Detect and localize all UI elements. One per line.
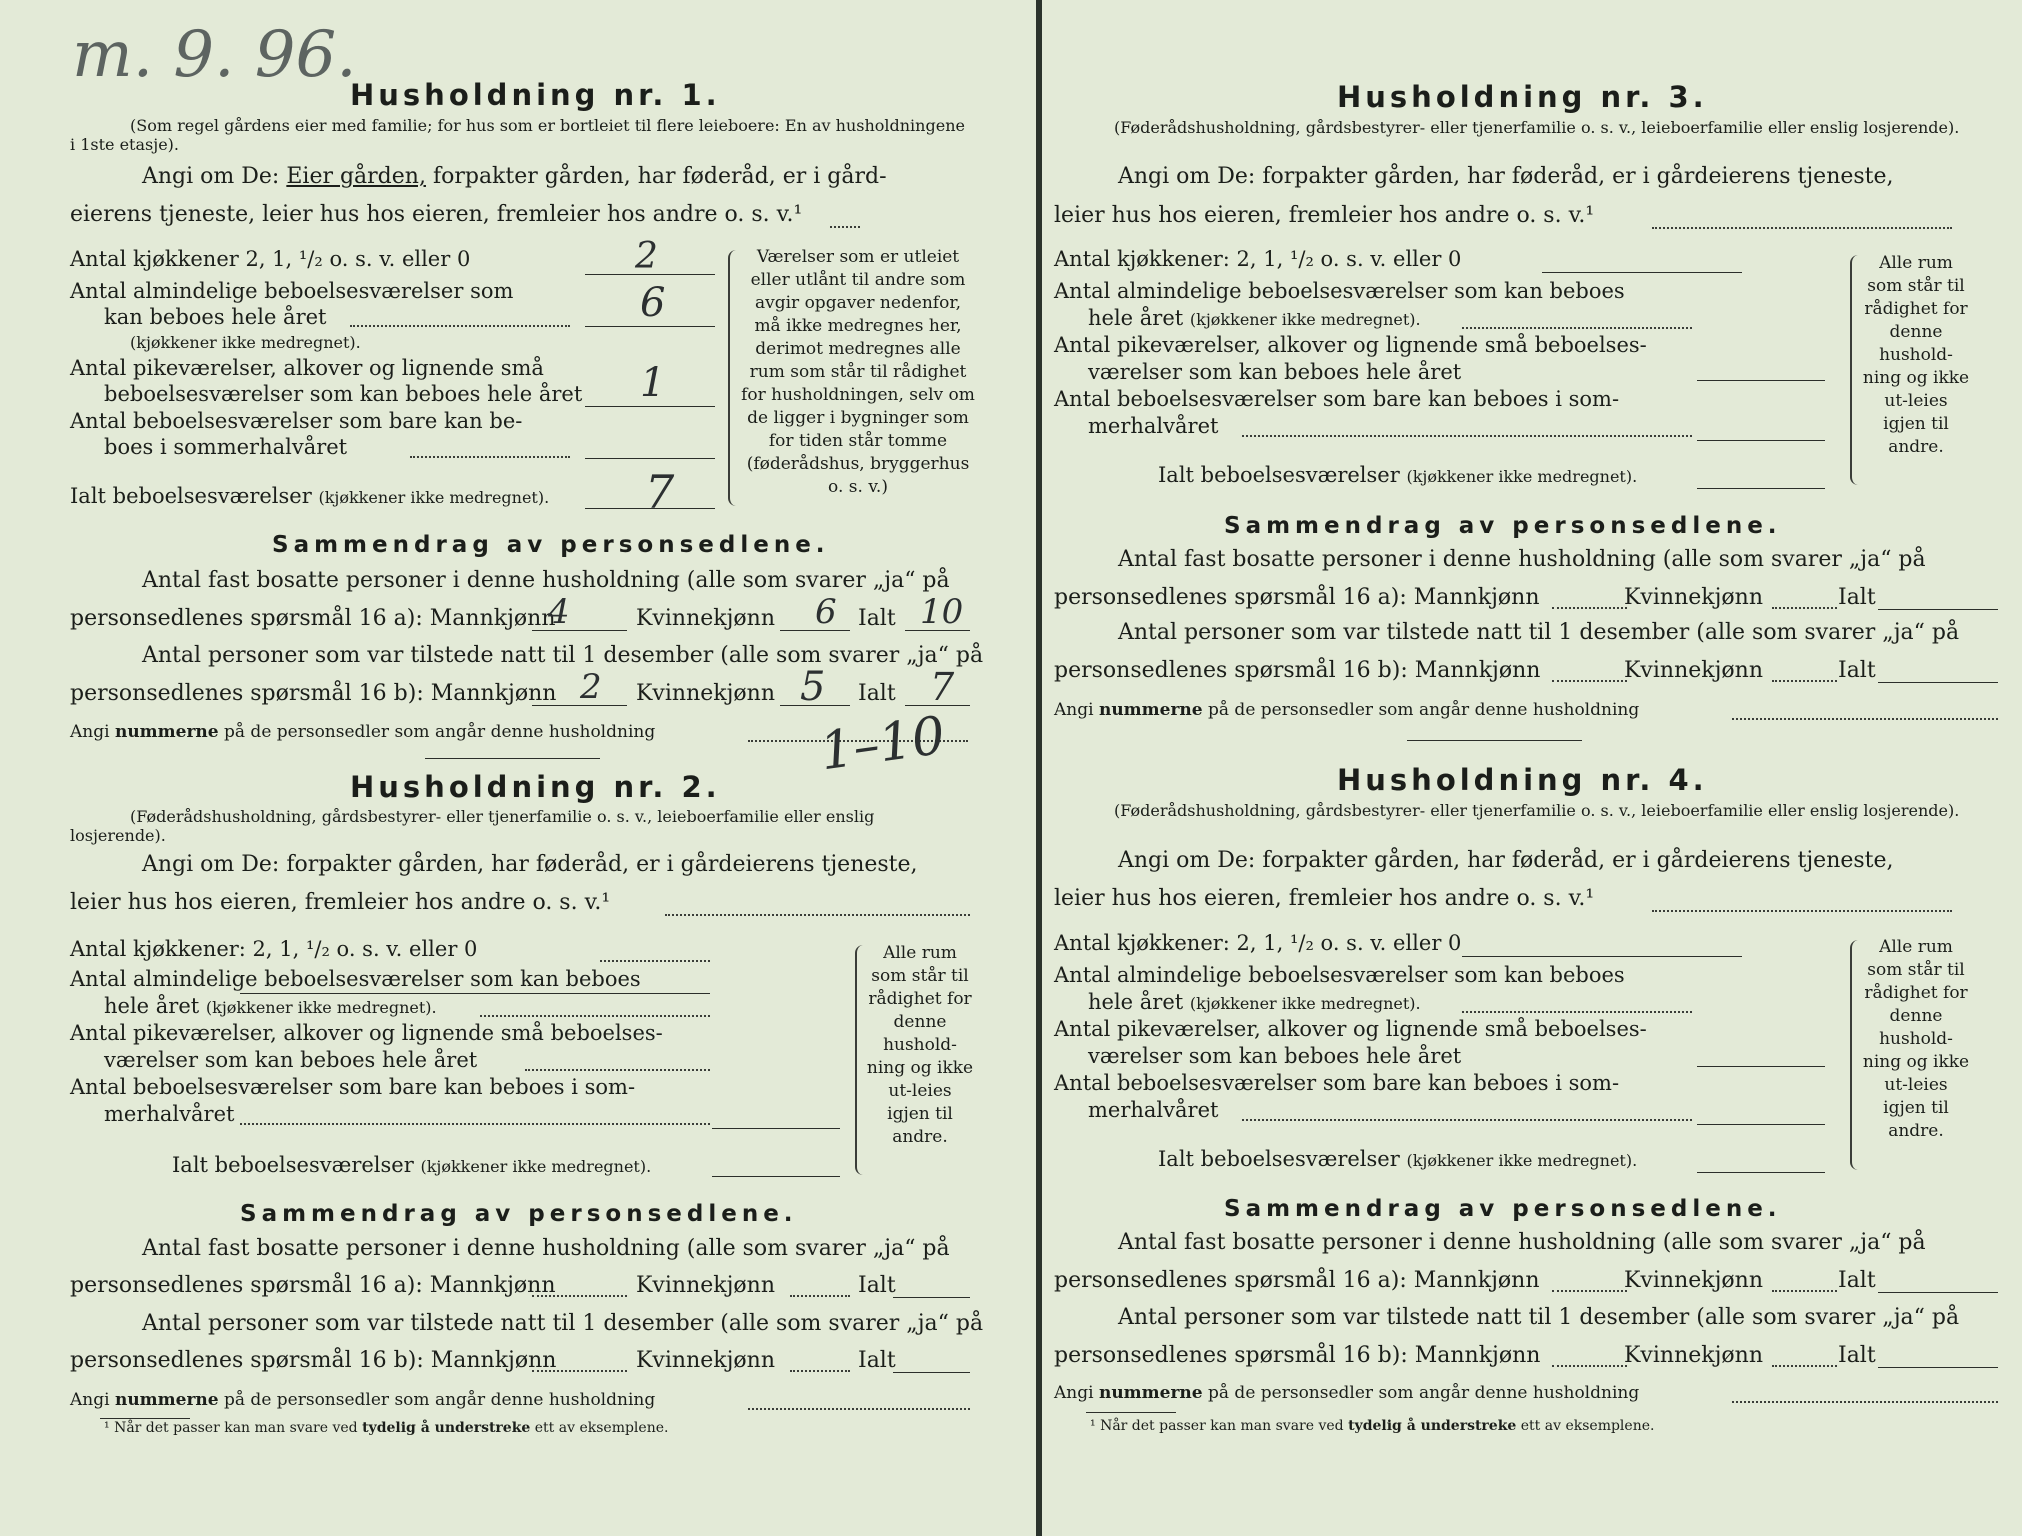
- hh3-kitchens-line: [1542, 272, 1742, 273]
- hh1-fast-ialt-label: Ialt: [858, 606, 896, 631]
- hh1-angi-eier: Eier gården,: [286, 164, 426, 189]
- hh1-present-ialt: 7: [930, 665, 955, 709]
- hh2-present-mann-line: [532, 1370, 627, 1372]
- hh2-summer-label-1: Antal beboelsesværelser som bare kan beboes i som-: [70, 1075, 636, 1099]
- hh3-summer-line: [1697, 440, 1825, 441]
- hh3-fast-ialt-line: [1878, 609, 1998, 610]
- hh3-ordinary-dots: [1462, 327, 1692, 329]
- hh2-summer-line: [712, 1128, 840, 1129]
- hh4-numbers-line: [1732, 1401, 1998, 1403]
- hh4-present-kvinne-label: Kvinnekjønn: [1624, 1343, 1763, 1368]
- hh2-numbers-c: på de personsedler som angår denne husholdning: [224, 1390, 656, 1410]
- hh3-angi-line2: leier hus hos eieren, fremleier hos andre o. s. v.¹: [1054, 203, 1595, 228]
- hh2-title: Husholdning nr. 2.: [350, 770, 721, 804]
- hh2-subtitle: (Føderådshusholdning, gårdsbestyrer- eller tjenerfamilie o. s. v., leieboerfamilie eller enslig losjerende).: [70, 807, 875, 845]
- hh4-numbers-c: på de personsedler som angår denne husholdning: [1208, 1383, 1640, 1403]
- hh4-present-ialt-label: Ialt: [1838, 1343, 1876, 1368]
- footnote-right-a: ¹ Når det passer kan man svare ved: [1090, 1418, 1344, 1434]
- hh3-kitchens-label: Antal kjøkkener: 2, 1, ¹/₂ o. s. v. eller 0: [1054, 247, 1462, 271]
- hh4-ordinary-label-2s: (kjøkkener ikke medregnet).: [1189, 994, 1421, 1013]
- hh4-ordinary-label-2: hele året: [1088, 990, 1184, 1014]
- hh1-fast-ialt-line: [905, 630, 970, 631]
- hh3-total-line: [1697, 488, 1825, 489]
- hh4-fast-line2: personsedlenes spørsmål 16 a): Mannkjønn: [1054, 1268, 1540, 1293]
- footnote-rule-right: [1086, 1412, 1176, 1413]
- hh3-summer-label-1: Antal beboelsesværelser som bare kan beboes i som-: [1054, 387, 1620, 411]
- hh3-angi-line1: Angi om De: forpakter gården, har føderåd, er i gårdeierens tjeneste,: [1118, 164, 1894, 189]
- hh4-maid-line: [1697, 1066, 1825, 1067]
- hh2-angi-line: [665, 914, 970, 916]
- hh4-summary-heading: Sammendrag av personsedlene.: [1224, 1196, 1782, 1222]
- hh4-ordinary-label-1: Antal almindelige beboelsesværelser som kan beboes: [1054, 963, 1625, 987]
- hh4-angi-line2: leier hus hos eieren, fremleier hos andre o. s. v.¹: [1054, 886, 1595, 911]
- hh2-fast-line1: Antal fast bosatte personer i denne husholdning (alle som svarer „ja“ på: [142, 1236, 950, 1261]
- hh2-maid-dots: [525, 1069, 710, 1071]
- archive-mark: m. 9. 96.: [72, 18, 357, 92]
- hh1-summer-label-1: Antal beboelsesværelser som bare kan be-: [70, 409, 523, 433]
- hh1-ordinary-dots: [350, 325, 570, 327]
- hh2-ordinary-dots: [480, 1015, 710, 1017]
- hh1-fast-mann: 4: [548, 592, 570, 632]
- footnote-right-b: tydelig å understreke: [1348, 1418, 1517, 1434]
- hh1-fast-line2: personsedlenes spørsmål 16 a): Mannkjønn: [70, 606, 556, 631]
- hh1-note: Værelser som er utleiet eller utlånt til andre som avgir opgaver nedenfor, må ikke medregnes her, derimot medregnes alle rum som står til rådighet for husholdningen, selv om de ligger i bygninger som for tiden står tomme (føderådshus, bryggerhus o. s. v.): [741, 247, 975, 497]
- hh3-present-mann-line: [1552, 680, 1627, 682]
- hh1-ordinary-label-2: kan beboes hele året: [104, 305, 327, 329]
- hh1-summary-heading: Sammendrag av personsedlene.: [272, 532, 830, 558]
- hh1-angi-line2: eierens tjeneste, leier hus hos eieren, fremleier hos andre o. s. v.¹: [70, 202, 803, 227]
- hh2-maid-label-2: værelser som kan beboes hele året: [104, 1048, 478, 1072]
- hh4-numbers-b: nummerne: [1098, 1383, 1203, 1403]
- hh1-fast-ialt: 10: [920, 592, 964, 632]
- hh3-ordinary-label-2s: (kjøkkener ikke medregnet).: [1189, 310, 1421, 329]
- hh3-note: Alle rum som står til rådighet for denne hushold-ning og ikke ut-leies igjen til andre.: [1862, 253, 1970, 457]
- hh2-kitchens-label: Antal kjøkkener: 2, 1, ¹/₂ o. s. v. eller 0: [70, 937, 478, 961]
- hh1-subtitle: (Som regel gårdens eier med familie; for hus som er bortleiet til flere leieboere: En av husholdningene i 1ste etasje).: [70, 116, 965, 154]
- hh4-title: Husholdning nr. 4.: [1337, 763, 1708, 797]
- hh3-numbers-a: Angi: [1054, 700, 1094, 720]
- hh4-summer-line: [1697, 1124, 1825, 1125]
- hh3-maid-label-2: værelser som kan beboes hele året: [1088, 360, 1462, 384]
- hh3-summer-dots: [1242, 435, 1692, 437]
- hh1-kitchens-line: [585, 274, 715, 275]
- hh2-present-kvinne-line: [790, 1370, 850, 1372]
- hh2-fast-ialt-line: [893, 1297, 970, 1298]
- hh1-ordinary-label-3: (kjøkkener ikke medregnet).: [130, 333, 361, 352]
- hh3-fast-kvinne-line: [1772, 607, 1837, 609]
- hh3-title: Husholdning nr. 3.: [1337, 80, 1708, 114]
- hh4-subtitle: (Føderådshusholdning, gårdsbestyrer- eller tjenerfamilie o. s. v., leieboerfamilie eller enslig losjerende).: [1114, 801, 1960, 820]
- hh2-ordinary-label-2s: (kjøkkener ikke medregnet).: [205, 998, 437, 1017]
- hh1-total-value: 7: [645, 465, 675, 519]
- hh3-present-kvinne-line: [1772, 680, 1837, 682]
- footnote-right-c: ett av eksemplene.: [1520, 1418, 1655, 1434]
- hh2-numbers-a: Angi: [70, 1390, 110, 1410]
- hh3-present-kvinne-label: Kvinnekjønn: [1624, 658, 1763, 683]
- hh1-present-line2: personsedlenes spørsmål 16 b): Mannkjønn: [70, 681, 557, 706]
- hh1-summer-line: [585, 458, 715, 459]
- hh4-present-ialt-line: [1878, 1367, 1998, 1368]
- hh3-angi-line: [1652, 227, 1952, 229]
- hh4-kitchens-label: Antal kjøkkener: 2, 1, ¹/₂ o. s. v. eller 0: [1054, 931, 1462, 955]
- hh1-present-kvinne: 5: [800, 664, 826, 710]
- hh3-present-line2: personsedlenes spørsmål 16 b): Mannkjønn: [1054, 658, 1541, 683]
- hh3-numbers-c: på de personsedler som angår denne husholdning: [1208, 700, 1640, 720]
- hh3-fast-line2: personsedlenes spørsmål 16 a): Mannkjønn: [1054, 585, 1540, 610]
- hh1-total-label: Ialt beboelsesværelser: [70, 484, 312, 508]
- right-page: [1042, 0, 2022, 1536]
- hh4-kitchens-line: [1462, 956, 1742, 957]
- hh4-present-mann-line: [1552, 1365, 1627, 1367]
- hh2-numbers-line: [748, 1408, 970, 1410]
- hh4-summer-label-2: merhalvåret: [1088, 1098, 1219, 1122]
- hh3-numbers-b: nummerne: [1098, 700, 1203, 720]
- hh3-subtitle: (Føderådshusholdning, gårdsbestyrer- eller tjenerfamilie o. s. v., leieboerfamilie eller enslig losjerende).: [1114, 118, 1960, 137]
- hh2-angi-line2: leier hus hos eieren, fremleier hos andre o. s. v.¹: [70, 890, 611, 915]
- hh3-fast-line1: Antal fast bosatte personer i denne husholdning (alle som svarer „ja“ på: [1118, 547, 1926, 572]
- hh2-total-line: [712, 1176, 840, 1177]
- hh1-angi-rest: forpakter gården, har føderåd, er i gård-: [432, 164, 887, 189]
- hh2-summary-heading: Sammendrag av personsedlene.: [240, 1201, 798, 1227]
- hh2-note: Alle rum som står til rådighet for denne hushold-ning og ikke ut-leies igjen til andre.: [866, 943, 974, 1147]
- hh4-angi-line1: Angi om De: forpakter gården, har føderåd, er i gårdeierens tjeneste,: [1118, 848, 1894, 873]
- hh1-fast-kvinne: 6: [815, 592, 837, 632]
- hh1-numbers-c: på de personsedler som angår denne husholdning: [224, 722, 656, 742]
- hh1-maid-label-1: Antal pikeværelser, alkover og lignende små: [70, 356, 544, 380]
- hh1-present-line1: Antal personer som var tilstede natt til 1 desember (alle som svarer „ja“ på: [142, 643, 984, 668]
- hh4-total-line: [1697, 1172, 1825, 1173]
- hh4-fast-kvinne-label: Kvinnekjønn: [1624, 1268, 1763, 1293]
- hh1-maid-line: [585, 406, 715, 407]
- hh4-numbers-a: Angi: [1054, 1383, 1094, 1403]
- hh3-fast-kvinne-label: Kvinnekjønn: [1624, 585, 1763, 610]
- hh1-fast-line1: Antal fast bosatte personer i denne husholdning (alle som svarer „ja“ på: [142, 568, 950, 593]
- hh1-fast-kvinne-label: Kvinnekjønn: [636, 606, 775, 631]
- footnote-left-a: ¹ Når det passer kan man svare ved: [104, 1420, 358, 1436]
- hh4-maid-label-1: Antal pikeværelser, alkover og lignende små beboelses-: [1054, 1017, 1647, 1041]
- hh2-total-label: Ialt beboelsesværelser: [172, 1153, 414, 1177]
- hh4-note: Alle rum som står til rådighet for denne hushold-ning og ikke ut-leies igjen til andre.: [1862, 937, 1970, 1141]
- hh1-maid-value: 1: [640, 360, 666, 406]
- hh1-present-ialt-label: Ialt: [858, 681, 896, 706]
- hh2-present-line2: personsedlenes spørsmål 16 b): Mannkjønn: [70, 1348, 557, 1373]
- hh1-present-mann-line: [532, 705, 627, 706]
- hh4-fast-ialt-line: [1878, 1292, 1998, 1293]
- hh2-total-small: (kjøkkener ikke medregnet).: [420, 1157, 652, 1176]
- hh2-present-line1: Antal personer som var tilstede natt til 1 desember (alle som svarer „ja“ på: [142, 1311, 984, 1336]
- hh1-fast-kvinne-line: [780, 630, 850, 631]
- hh3-summary-heading: Sammendrag av personsedlene.: [1224, 513, 1782, 539]
- hh2-ordinary-label-1: Antal almindelige beboelsesværelser som kan beboes: [70, 967, 641, 991]
- hh2-summer-label-2: merhalvåret: [104, 1102, 235, 1126]
- hh2-present-ialt-label: Ialt: [858, 1348, 896, 1373]
- hh4-fast-ialt-label: Ialt: [1838, 1268, 1876, 1293]
- hh3-present-line1: Antal personer som var tilstede natt til 1 desember (alle som svarer „ja“ på: [1118, 620, 1960, 645]
- hh4-maid-label-2: værelser som kan beboes hele året: [1088, 1044, 1462, 1068]
- hh2-fast-kvinne-line: [790, 1295, 850, 1297]
- hh1-title: Husholdning nr. 1.: [350, 78, 721, 112]
- hh1-numbers-a: Angi: [70, 722, 110, 742]
- hh1-kitchens-label: Antal kjøkkener 2, 1, ¹/₂ o. s. v. eller 0: [70, 247, 471, 271]
- hh4-total-small: (kjøkkener ikke medregnet).: [1406, 1151, 1638, 1170]
- hh2-fast-mann-line: [532, 1295, 627, 1297]
- hh2-ordinary-label-2: hele året: [104, 994, 200, 1018]
- hh1-angi-line: [830, 226, 860, 228]
- hh3-separator: [1407, 740, 1582, 741]
- hh4-summer-dots: [1242, 1119, 1692, 1121]
- hh1-summer-label-2: boes i sommerhalvåret: [104, 435, 348, 459]
- hh2-fast-line2: personsedlenes spørsmål 16 a): Mannkjønn: [70, 1273, 556, 1298]
- hh4-ordinary-dots: [1462, 1011, 1692, 1013]
- hh1-ordinary-label-1: Antal almindelige beboelsesværelser som: [70, 279, 514, 303]
- hh4-total-label: Ialt beboelsesværelser: [1158, 1147, 1400, 1171]
- footnote-rule-left: [100, 1418, 190, 1419]
- hh1-present-kvinne-label: Kvinnekjønn: [636, 681, 775, 706]
- hh4-present-line2: personsedlenes spørsmål 16 b): Mannkjønn: [1054, 1343, 1541, 1368]
- hh2-maid-label-1: Antal pikeværelser, alkover og lignende små beboelses-: [70, 1021, 663, 1045]
- footnote-left-b: tydelig å understreke: [362, 1420, 531, 1436]
- hh1-maid-label-2: beboelsesværelser som kan beboes hele året: [104, 382, 583, 406]
- hh3-ordinary-label-2: hele året: [1088, 306, 1184, 330]
- hh4-present-kvinne-line: [1772, 1365, 1837, 1367]
- hh2-angi-line1: Angi om De: forpakter gården, har føderåd, er i gårdeierens tjeneste,: [142, 852, 918, 877]
- hh3-total-small: (kjøkkener ikke medregnet).: [1406, 467, 1638, 486]
- hh2-kitchens-dots: [600, 960, 710, 962]
- hh3-numbers-line: [1732, 718, 1998, 720]
- hh4-fast-mann-line: [1552, 1290, 1627, 1292]
- hh1-separator: [425, 758, 600, 759]
- hh3-summer-label-2: merhalvåret: [1088, 414, 1219, 438]
- hh3-fast-mann-line: [1552, 607, 1627, 609]
- hh1-numbers-value: 1–10: [816, 705, 949, 783]
- footnote-left-c: ett av eksemplene.: [534, 1420, 669, 1436]
- hh1-kitchens-value: 2: [635, 236, 658, 277]
- hh2-present-ialt-line: [893, 1372, 970, 1373]
- hh3-total-label: Ialt beboelsesværelser: [1158, 463, 1400, 487]
- hh1-numbers-b: nummerne: [114, 722, 219, 742]
- hh1-fast-mann-line: [532, 630, 627, 631]
- hh4-fast-kvinne-line: [1772, 1290, 1837, 1292]
- hh1-present-kvinne-line: [780, 705, 850, 706]
- hh2-summer-dots: [240, 1123, 710, 1125]
- hh4-present-line1: Antal personer som var tilstede natt til 1 desember (alle som svarer „ja“ på: [1118, 1305, 1960, 1330]
- hh3-fast-ialt-label: Ialt: [1838, 585, 1876, 610]
- hh3-present-ialt-line: [1878, 682, 1998, 683]
- hh1-present-mann: 2: [580, 667, 602, 707]
- hh1-angi-prefix: Angi om De:: [142, 164, 280, 189]
- hh3-ordinary-label-1: Antal almindelige beboelsesværelser som kan beboes: [1054, 279, 1625, 303]
- hh1-ordinary-value: 6: [640, 280, 666, 326]
- hh2-fast-kvinne-label: Kvinnekjønn: [636, 1273, 775, 1298]
- hh2-fast-ialt-label: Ialt: [858, 1273, 896, 1298]
- hh3-present-ialt-label: Ialt: [1838, 658, 1876, 683]
- hh2-numbers-b: nummerne: [114, 1390, 219, 1410]
- hh4-angi-line: [1652, 910, 1952, 912]
- hh2-present-kvinne-label: Kvinnekjønn: [636, 1348, 775, 1373]
- hh1-total-small: (kjøkkener ikke medregnet).: [318, 488, 550, 507]
- hh1-summer-dots: [410, 456, 570, 458]
- hh3-maid-line: [1697, 380, 1825, 381]
- hh1-total-line: [585, 508, 715, 509]
- hh3-maid-label-1: Antal pikeværelser, alkover og lignende små beboelses-: [1054, 333, 1647, 357]
- hh4-summer-label-1: Antal beboelsesværelser som bare kan beboes i som-: [1054, 1071, 1620, 1095]
- hh4-fast-line1: Antal fast bosatte personer i denne husholdning (alle som svarer „ja“ på: [1118, 1230, 1926, 1255]
- hh1-ordinary-line: [585, 326, 715, 327]
